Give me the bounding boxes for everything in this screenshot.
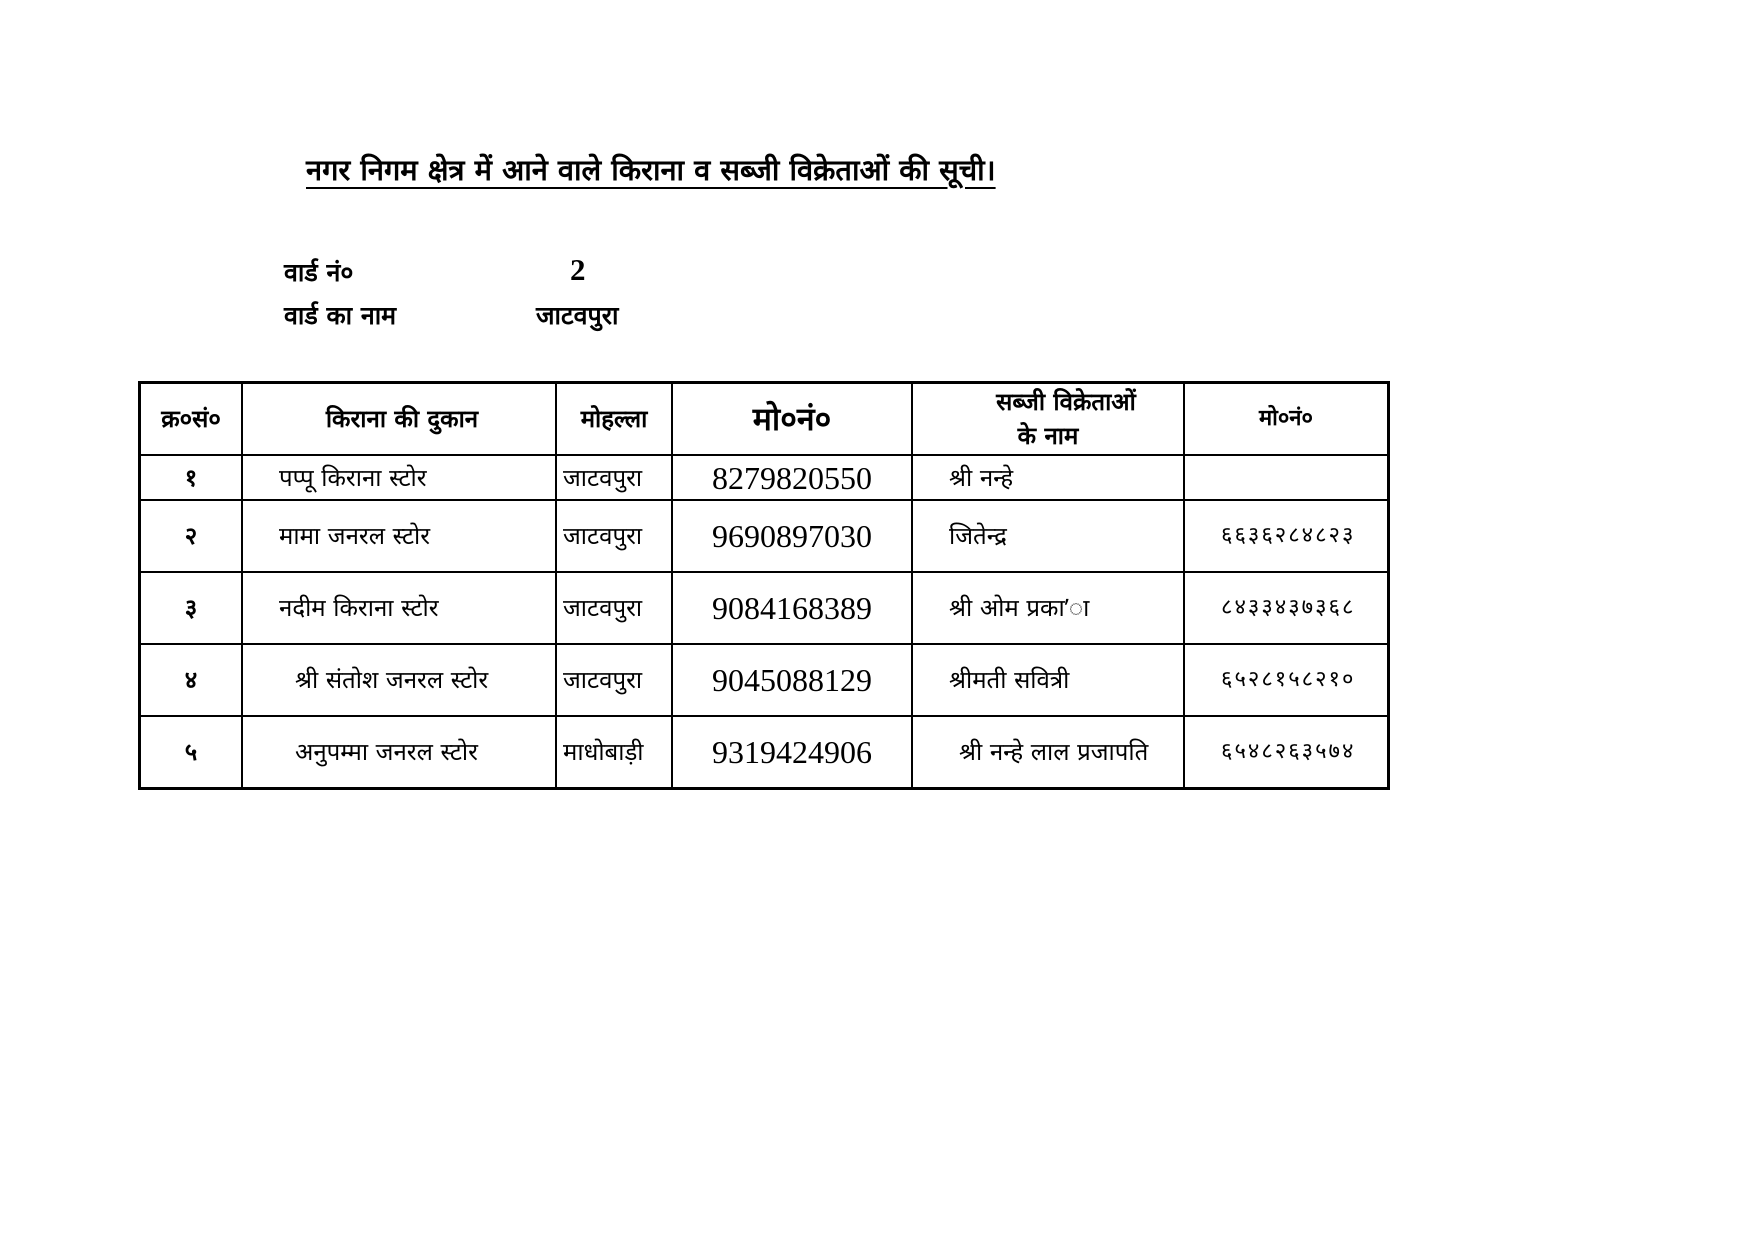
cell-vendor: श्री नन्हे लाल प्रजापति [912,716,1184,789]
cell-mobile: 9319424906 [672,716,912,789]
table-row [140,455,1389,500]
table-row [140,500,1389,572]
cell-mobile: 9084168389 [672,572,912,644]
cell-mobile: 9690897030 [672,500,912,572]
header-vendor-line1: सब्जी विक्रेताओं [996,388,1136,416]
ward-number-value: 2 [570,252,586,287]
cell-mohalla: माधोबाड़ी [556,716,672,789]
table-row [140,644,1389,716]
cell-serial: ५ [140,716,243,789]
cell-mobile: 8279820550 [672,455,912,500]
cell-serial: ३ [140,572,243,644]
header-vendor-line2: के नाम [1017,422,1079,450]
cell-vendor-mobile [1184,455,1389,500]
cell-vendor-mobile: ८४३३४३७३६८ [1184,572,1389,644]
ward-number-label: वार्ड नं० [284,258,354,287]
header-vendor [912,383,1184,456]
table-row [140,572,1389,644]
cell-shop: नदीम किराना स्टोर [242,572,556,644]
cell-shop: श्री संतोश जनरल स्टोर [242,644,556,716]
header-vendor-mobile: मो०नं० [1184,383,1389,456]
cell-vendor: श्री नन्हे [912,455,1184,500]
cell-vendor: जितेन्द्र [912,500,1184,572]
ward-name-label: वार्ड का नाम [284,301,397,330]
cell-mohalla: जाटवपुरा [556,572,672,644]
cell-vendor: श्री ओम प्रका’ा [912,572,1184,644]
cell-vendor-mobile: ६६३६२८४८२३ [1184,500,1389,572]
page-title: नगर निगम क्षेत्र में आने वाले किराना व सब्जी विक्रेताओं की सूची। [306,153,996,187]
header-mohalla: मोहल्ला [556,383,672,456]
ward-name-value: जाटवपुरा [536,301,619,330]
cell-mohalla: जाटवपुरा [556,455,672,500]
cell-serial: ४ [140,644,243,716]
cell-vendor: श्रीमती सवित्री [912,644,1184,716]
header-mobile: मो०नं० [672,383,912,456]
table-row [140,716,1389,789]
cell-vendor-mobile: ६५२८१५८२१० [1184,644,1389,716]
cell-shop: अनुपम्मा जनरल स्टोर [242,716,556,789]
table-header-row [140,383,1389,456]
cell-mohalla: जाटवपुरा [556,644,672,716]
cell-vendor-mobile: ६५४८२६३५७४ [1184,716,1389,789]
cell-mohalla: जाटवपुरा [556,500,672,572]
cell-shop: पप्पू किराना स्टोर [242,455,556,500]
header-shop: किराना की दुकान [242,383,556,456]
vendor-table [138,381,1390,790]
cell-mobile: 9045088129 [672,644,912,716]
header-serial: क्र०सं० [140,383,243,456]
cell-serial: १ [140,455,243,500]
cell-shop: मामा जनरल स्टोर [242,500,556,572]
cell-serial: २ [140,500,243,572]
